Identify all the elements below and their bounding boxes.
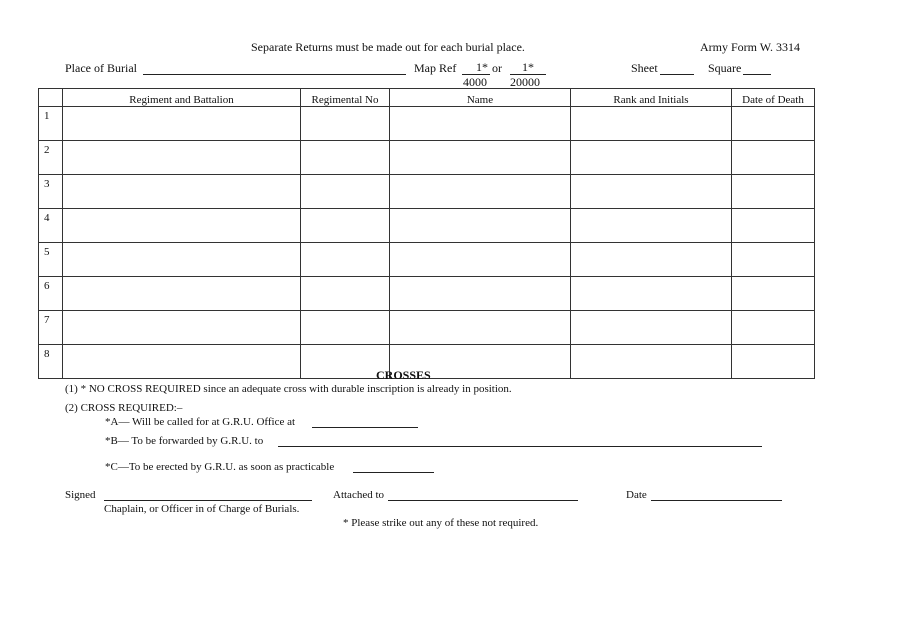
burial-returns-table (38, 88, 815, 379)
table-row (39, 175, 815, 209)
date-of-death-cell[interactable] (732, 141, 815, 175)
regimental-no-cell[interactable] (301, 209, 390, 243)
map-ref-frac1-den: 4000 (463, 75, 487, 89)
regimental-no-cell[interactable] (301, 107, 390, 141)
regimental-no-cell[interactable] (301, 277, 390, 311)
row-number: 3 (39, 175, 63, 209)
regiment-cell[interactable] (63, 141, 301, 175)
regimental-no-cell[interactable] (301, 141, 390, 175)
date-of-death-cell[interactable] (732, 311, 815, 345)
crosses-item-1: (1) * NO CROSS REQUIRED since an adequate cross with durable inscription is already in position. (65, 383, 512, 395)
date-of-death-cell[interactable] (732, 345, 815, 379)
table-row (39, 243, 815, 277)
regiment-cell[interactable] (63, 345, 301, 379)
crosses-item-2: (2) CROSS REQUIRED:– (65, 402, 183, 414)
table-header-row (39, 89, 815, 107)
name-cell[interactable] (390, 175, 571, 209)
map-ref-frac2-num: 1* (522, 60, 534, 74)
square-label: Square (708, 61, 742, 75)
rank-cell[interactable] (571, 107, 732, 141)
crosses-title: CROSSES (376, 368, 431, 382)
row-number: 6 (39, 277, 63, 311)
name-cell[interactable] (390, 141, 571, 175)
name-cell[interactable] (390, 311, 571, 345)
signed-field[interactable] (104, 500, 312, 501)
date-field[interactable] (651, 500, 782, 501)
row-number: 8 (39, 345, 63, 379)
regiment-cell[interactable] (63, 209, 301, 243)
option-c-field[interactable] (353, 472, 434, 473)
date-of-death-cell[interactable] (732, 243, 815, 277)
table-row (39, 209, 815, 243)
signed-label: Signed (65, 489, 96, 501)
map-ref-label: Map Ref (414, 61, 457, 75)
option-b-field[interactable] (278, 446, 762, 447)
map-ref-frac1-num: 1* (476, 60, 488, 74)
separate-returns-note: Separate Returns must be made out for each burial place. (251, 40, 525, 54)
row-number: 7 (39, 311, 63, 345)
regiment-cell[interactable] (63, 243, 301, 277)
regimental-no-cell[interactable] (301, 175, 390, 209)
rank-cell[interactable] (571, 345, 732, 379)
attached-to-label: Attached to (333, 489, 385, 501)
map-ref-frac2-den: 20000 (510, 75, 540, 89)
name-cell[interactable] (390, 277, 571, 311)
table-row (39, 311, 815, 345)
option-a-label: *A— Will be called for at G.R.U. Office at (105, 416, 296, 428)
square-field[interactable] (743, 74, 771, 75)
date-of-death-cell[interactable] (732, 175, 815, 209)
regiment-cell[interactable] (63, 311, 301, 345)
col-header-regimental-no: Regimental No (301, 89, 390, 107)
row-number: 4 (39, 209, 63, 243)
strike-out-note: * Please strike out any of these not required. (343, 517, 539, 529)
col-header-name: Name (390, 89, 571, 107)
regimental-no-cell[interactable] (301, 243, 390, 277)
regiment-cell[interactable] (63, 107, 301, 141)
sheet-field[interactable] (660, 74, 694, 75)
form-id: Army Form W. 3314 (700, 40, 801, 54)
attached-to-field[interactable] (388, 500, 578, 501)
signed-caption: Chaplain, or Officer in of Charge of Burials. (104, 503, 300, 515)
col-header-date-of-death: Date of Death (732, 89, 815, 107)
row-number: 2 (39, 141, 63, 175)
date-of-death-cell[interactable] (732, 209, 815, 243)
date-of-death-cell[interactable] (732, 107, 815, 141)
option-a-field[interactable] (312, 427, 418, 428)
table-row (39, 141, 815, 175)
name-cell[interactable] (390, 107, 571, 141)
place-of-burial-label: Place of Burial (65, 61, 137, 75)
map-ref-or: or (492, 61, 502, 75)
rank-cell[interactable] (571, 209, 732, 243)
date-of-death-cell[interactable] (732, 277, 815, 311)
col-header-regiment: Regiment and Battalion (63, 89, 301, 107)
regimental-no-cell[interactable] (301, 311, 390, 345)
col-header-rank: Rank and Initials (571, 89, 732, 107)
name-cell[interactable] (390, 243, 571, 277)
date-label: Date (626, 489, 647, 501)
regiment-cell[interactable] (63, 277, 301, 311)
rank-cell[interactable] (571, 243, 732, 277)
table-row (39, 107, 815, 141)
regiment-cell[interactable] (63, 175, 301, 209)
rank-cell[interactable] (571, 311, 732, 345)
option-b-label: *B— To be forwarded by G.R.U. to (105, 435, 264, 447)
row-number: 5 (39, 243, 63, 277)
sheet-label: Sheet (631, 61, 658, 75)
place-of-burial-field[interactable] (143, 74, 406, 75)
name-cell[interactable] (390, 209, 571, 243)
option-c-label: *C—To be erected by G.R.U. as soon as practicable (105, 461, 335, 473)
row-number: 1 (39, 107, 63, 141)
rank-cell[interactable] (571, 175, 732, 209)
table-row (39, 277, 815, 311)
col-header-number (39, 89, 63, 107)
rank-cell[interactable] (571, 277, 732, 311)
rank-cell[interactable] (571, 141, 732, 175)
